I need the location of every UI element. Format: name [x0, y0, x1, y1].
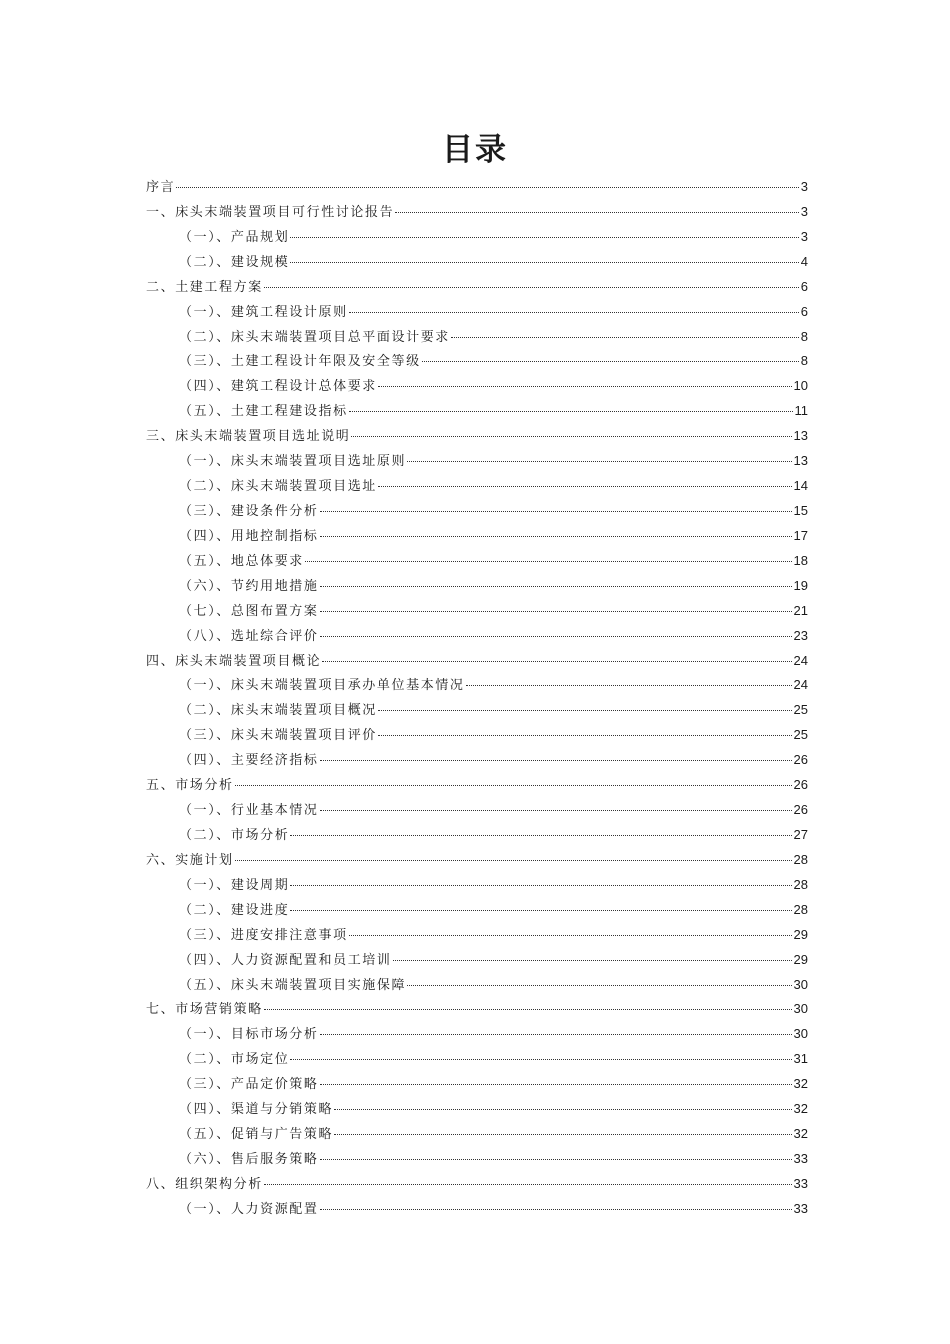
toc-entry-label: （一）、行业基本情况	[179, 803, 319, 819]
toc-page-number: 33	[793, 1200, 808, 1216]
toc-subentry[interactable]	[146, 898, 808, 923]
toc-subentry[interactable]	[146, 549, 808, 574]
toc-page-number: 23	[793, 627, 808, 643]
toc-page-number: 6	[800, 303, 808, 319]
toc-page-number: 26	[793, 777, 808, 793]
toc-entry-label: （八）、选址综合评价	[179, 628, 319, 644]
toc-entry-label: （五）、促销与广告策略	[179, 1127, 334, 1143]
toc-page-number: 3	[800, 179, 808, 194]
toc-subentry[interactable]	[146, 698, 808, 723]
toc-page-number: 15	[793, 502, 808, 518]
dot-leader	[290, 835, 791, 836]
dot-leader	[264, 287, 799, 288]
toc-page-number: 17	[793, 527, 808, 543]
dot-leader	[334, 1134, 791, 1135]
toc-subentry[interactable]	[146, 1122, 808, 1147]
dot-leader	[320, 1159, 792, 1160]
toc-page-number: 30	[793, 1026, 808, 1042]
toc-entry-label: （三）、产品定价策略	[179, 1077, 319, 1093]
toc-page-number: 3	[800, 228, 808, 244]
toc-page-number: 32	[793, 1101, 808, 1117]
dot-leader	[264, 1009, 792, 1010]
toc-subentry[interactable]	[146, 225, 808, 250]
toc-subentry[interactable]	[146, 499, 808, 524]
toc-entry-label: （二）、市场分析	[179, 827, 290, 843]
toc-subentry[interactable]	[146, 873, 808, 898]
toc-page-number: 26	[793, 752, 808, 768]
dot-leader	[422, 361, 799, 362]
toc-subentry[interactable]	[146, 300, 808, 325]
toc-subentry[interactable]	[146, 1047, 808, 1072]
toc-page-number: 29	[793, 926, 808, 942]
toc-page-number: 32	[793, 1076, 808, 1092]
toc-subentry[interactable]	[146, 524, 808, 549]
toc-subentry[interactable]	[146, 1147, 808, 1172]
dot-leader	[290, 885, 791, 886]
toc-entry[interactable]	[146, 275, 808, 300]
toc-entry-label: （五）、床头末端装置项目实施保障	[179, 977, 407, 993]
toc-page-number: 4	[800, 253, 808, 269]
toc-subentry[interactable]	[146, 325, 808, 350]
toc-entry-label: （三）、建设条件分析	[179, 503, 319, 519]
toc-entry-label: （三）、进度安排注意事项	[179, 927, 348, 943]
toc-page-number: 14	[793, 478, 808, 494]
toc-entry-label: （一）、建筑工程设计原则	[179, 304, 348, 320]
toc-entry-label: （五）、地总体要求	[179, 553, 304, 569]
dot-leader	[351, 436, 791, 437]
toc-entry-label: （二）、市场定位	[179, 1052, 290, 1068]
toc-entry-label: （四）、人力资源配置和员工培训	[179, 952, 392, 968]
dot-leader	[349, 312, 799, 313]
dot-leader	[290, 910, 791, 911]
toc-page-number: 10	[793, 378, 808, 394]
toc-entry-label: （四）、建筑工程设计总体要求	[179, 379, 377, 395]
dot-leader	[334, 1109, 791, 1110]
toc-entry[interactable]	[146, 848, 808, 873]
toc-page-number: 3	[800, 203, 808, 219]
toc-page-number: 30	[793, 976, 808, 992]
toc-entry-label: （一）、床头末端装置项目承办单位基本情况	[179, 678, 465, 694]
toc-subentry[interactable]	[146, 923, 808, 948]
dot-leader	[264, 1184, 792, 1185]
dot-leader	[378, 710, 792, 711]
dot-leader	[305, 561, 792, 562]
toc-page-number: 31	[793, 1051, 808, 1067]
dot-leader	[349, 935, 792, 936]
toc-entry-label: （一）、目标市场分析	[179, 1027, 319, 1043]
dot-leader	[451, 337, 799, 338]
dot-leader	[320, 511, 792, 512]
toc-page-number: 25	[793, 702, 808, 718]
toc-subentry[interactable]	[146, 474, 808, 499]
toc-page-number: 29	[793, 951, 808, 967]
toc-entry-label: 序言	[146, 180, 176, 195]
toc-subentry[interactable]	[146, 574, 808, 599]
toc-entry[interactable]	[146, 1172, 808, 1197]
toc-page-number: 21	[793, 602, 808, 618]
dot-leader	[320, 760, 792, 761]
dot-leader	[290, 237, 798, 238]
dot-leader	[320, 1084, 792, 1085]
toc-page-number: 27	[793, 826, 808, 842]
toc-page-number: 13	[793, 453, 808, 469]
toc-page-number: 28	[793, 901, 808, 917]
toc-subentry[interactable]	[146, 723, 808, 748]
toc-entry[interactable]	[146, 773, 808, 798]
toc-subentry[interactable]	[146, 374, 808, 399]
toc-page-number: 26	[793, 802, 808, 818]
toc-subentry[interactable]	[146, 449, 808, 474]
dot-leader	[393, 960, 792, 961]
toc-page-number: 19	[793, 577, 808, 593]
toc-subentry[interactable]	[146, 399, 808, 424]
toc-subentry[interactable]	[146, 798, 808, 823]
toc-entry-label: （三）、床头末端装置项目评价	[179, 728, 377, 744]
toc-entry-label: （四）、渠道与分销策略	[179, 1102, 334, 1118]
toc-page-number: 18	[793, 552, 808, 568]
toc-entry-label: （五）、土建工程建设指标	[179, 404, 348, 420]
dot-leader	[290, 1059, 791, 1060]
dot-leader	[378, 735, 792, 736]
toc-subentry[interactable]	[146, 948, 808, 973]
dot-leader	[320, 810, 792, 811]
toc-entry-label: （六）、售后服务策略	[179, 1151, 319, 1167]
toc-entry[interactable]	[146, 997, 808, 1022]
toc-title: 目录	[442, 132, 508, 168]
toc-entry-label: 四、床头末端装置项目概论	[146, 653, 322, 669]
toc-entry-label: 六、实施计划	[146, 852, 234, 868]
dot-leader	[320, 536, 792, 537]
toc-entry[interactable]	[146, 424, 808, 449]
toc-page-number: 11	[794, 403, 808, 419]
toc-page-number: 24	[793, 677, 808, 693]
dot-leader	[322, 661, 791, 662]
table-of-contents	[146, 175, 808, 1222]
toc-entry[interactable]	[146, 200, 808, 225]
toc-entry-label: （一）、建设周期	[179, 877, 290, 893]
dot-leader	[466, 685, 792, 686]
toc-entry-label: （二）、建设规模	[179, 254, 290, 270]
dot-leader	[235, 785, 792, 786]
toc-entry-label: （二）、床头末端装置项目概况	[179, 703, 377, 719]
toc-entry[interactable]	[146, 649, 808, 674]
toc-page-number: 32	[793, 1126, 808, 1142]
toc-subentry[interactable]	[146, 1097, 808, 1122]
toc-entry-label: （二）、建设进度	[179, 902, 290, 918]
dot-leader	[395, 212, 799, 213]
dot-leader	[235, 860, 792, 861]
dot-leader	[290, 262, 798, 263]
toc-page-number: 8	[800, 353, 808, 369]
toc-entry-label: 五、市场分析	[146, 778, 234, 794]
toc-entry-label: （二）、床头末端装置项目选址	[179, 479, 377, 495]
dot-leader	[320, 636, 792, 637]
toc-entry-label: （七）、总图布置方案	[179, 603, 319, 619]
dot-leader	[320, 1034, 792, 1035]
toc-subentry[interactable]	[146, 673, 808, 698]
toc-entry-label: （一）、人力资源配置	[179, 1201, 319, 1217]
toc-page-number: 8	[800, 328, 808, 344]
toc-entry-label: （一）、床头末端装置项目选址原则	[179, 454, 407, 470]
toc-page-number: 28	[793, 876, 808, 892]
toc-entry-label: （四）、用地控制指标	[179, 528, 319, 544]
toc-entry-label: （三）、土建工程设计年限及安全等级	[179, 354, 421, 370]
toc-entry-label: 二、土建工程方案	[146, 279, 263, 295]
dot-leader	[320, 611, 792, 612]
toc-subentry[interactable]	[146, 1072, 808, 1097]
toc-subentry[interactable]	[146, 250, 808, 275]
toc-page-number: 24	[793, 652, 808, 668]
toc-page-number: 33	[793, 1150, 808, 1166]
toc-subentry[interactable]	[146, 1022, 808, 1047]
dot-leader	[407, 461, 791, 462]
dot-leader	[378, 486, 792, 487]
toc-entry-label: 三、床头末端装置项目选址说明	[146, 429, 351, 445]
toc-entry-label: 七、市场营销策略	[146, 1002, 263, 1018]
toc-entry-label: 八、组织架构分析	[146, 1176, 263, 1192]
dot-leader	[407, 985, 791, 986]
toc-page-number: 6	[800, 278, 808, 294]
toc-entry[interactable]	[146, 175, 808, 200]
toc-subentry[interactable]	[146, 823, 808, 848]
toc-entry-label: （四）、主要经济指标	[179, 753, 319, 769]
dot-leader	[320, 1209, 792, 1210]
toc-entry-label: （六）、节约用地措施	[179, 578, 319, 594]
toc-page-number: 30	[793, 1001, 808, 1017]
toc-entry-label: （二）、床头末端装置项目总平面设计要求	[179, 329, 450, 345]
toc-subentry[interactable]	[146, 624, 808, 649]
dot-leader	[320, 586, 792, 587]
dot-leader	[176, 187, 799, 188]
dot-leader	[378, 386, 792, 387]
toc-page-number: 13	[793, 428, 808, 444]
toc-subentry[interactable]	[146, 599, 808, 624]
dot-leader	[349, 411, 793, 412]
toc-subentry[interactable]	[146, 349, 808, 374]
toc-page-number: 25	[793, 727, 808, 743]
toc-page-number: 28	[793, 851, 808, 867]
toc-page-number: 33	[793, 1175, 808, 1191]
toc-subentry[interactable]	[146, 748, 808, 773]
toc-entry-label: 一、床头末端装置项目可行性讨论报告	[146, 204, 395, 220]
toc-entry-label: （一）、产品规划	[179, 229, 290, 245]
toc-subentry[interactable]	[146, 1197, 808, 1222]
toc-subentry[interactable]	[146, 973, 808, 998]
